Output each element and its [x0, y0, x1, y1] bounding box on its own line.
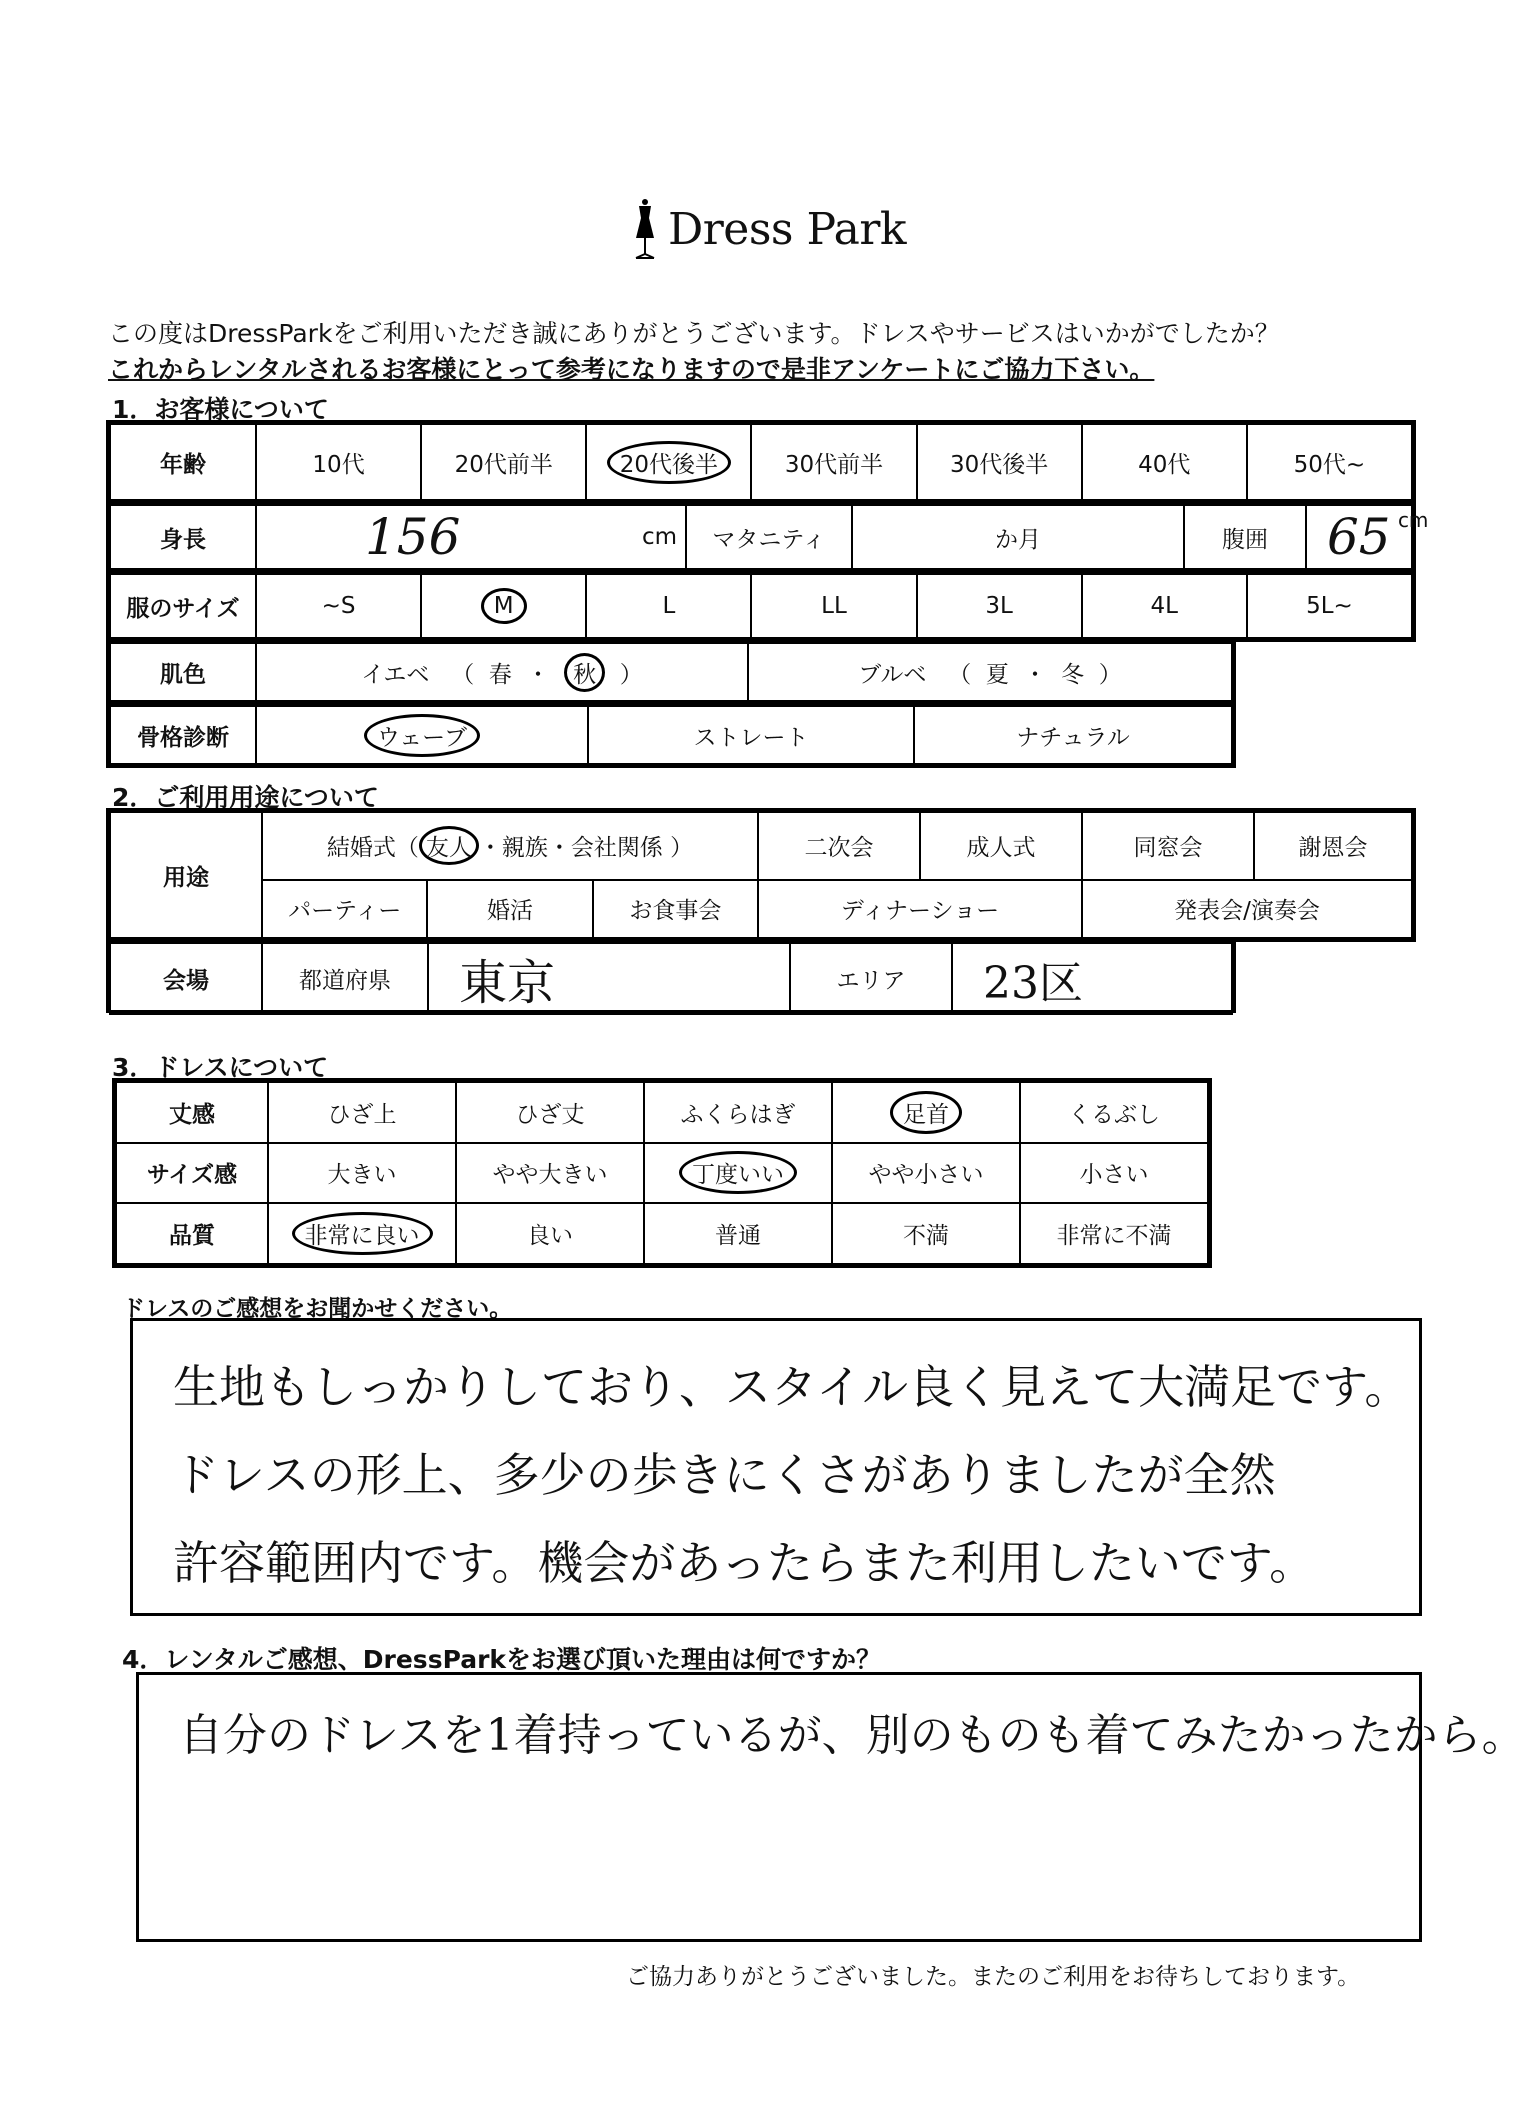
prefecture-value-cell: [428, 943, 790, 1014]
comment-prompt: ドレスのご感想をお聞かせください。: [122, 1296, 513, 1322]
size-option: LL: [751, 574, 916, 638]
section2-title: 2．ご利用用途について: [112, 783, 379, 812]
section3-title: 3．ドレスについて: [112, 1053, 329, 1082]
age-option: 30代前半: [751, 424, 916, 500]
fit-label: サイズ感: [116, 1143, 268, 1204]
reason-box: [136, 1672, 1526, 1942]
quality-option: 不満: [832, 1203, 1020, 1264]
height-unit: cm: [641, 524, 677, 550]
age-label: 年齢: [110, 424, 256, 500]
skeleton-row: [106, 702, 1236, 768]
skeleton-option: ストレート: [588, 706, 914, 764]
size-option: 5L~: [1247, 574, 1412, 638]
age-option: 20代前半: [421, 424, 586, 500]
skeleton-option: ナチュラル: [914, 706, 1232, 764]
purpose-table: [106, 808, 1416, 942]
waist-value: 65: [1327, 508, 1391, 566]
age-option: 40代: [1082, 424, 1247, 500]
skin-row: [106, 639, 1236, 705]
waist-unit: cm: [1397, 508, 1429, 532]
venue-row: [106, 939, 1236, 1013]
intro-thanks: この度はDressParkをご利用いただき誠にありがとうございます。ドレスやサービスはいかがでしたか？: [108, 319, 1280, 348]
blue-base-cell: ブルベ （ 夏 ・ 冬 ）: [748, 643, 1232, 701]
length-option: ふくらはぎ: [644, 1082, 832, 1143]
length-option-selected: 足首: [832, 1082, 1020, 1143]
dress-form-icon: [628, 198, 662, 260]
age-option: 30代後半: [917, 424, 1082, 500]
quality-option: 非常に不満: [1020, 1203, 1208, 1264]
waist-label: 腹囲: [1184, 505, 1306, 569]
area-value: 23区: [983, 957, 1083, 1009]
prefecture-value: 東京: [459, 955, 556, 1011]
logo-text: Dress Park: [668, 203, 907, 255]
length-option: ひざ丈: [456, 1082, 644, 1143]
quality-option-selected: 非常に良い: [268, 1203, 456, 1264]
age-option: 50代~: [1247, 424, 1412, 500]
size-option: 4L: [1082, 574, 1247, 638]
age-option: 10代: [256, 424, 421, 500]
maternity-months: か月: [852, 505, 1184, 569]
quality-option: 普通: [644, 1203, 832, 1264]
purpose-option: ディナーショー: [758, 880, 1082, 938]
yellow-base-cell: イエベ （ 春 ・ 秋 ）: [256, 643, 748, 701]
age-option-selected: 20代後半: [586, 424, 751, 500]
purpose-label: 用途: [110, 812, 262, 938]
quality-label: 品質: [116, 1203, 268, 1264]
skeleton-option-selected: ウェーブ: [256, 706, 588, 764]
dress-table: [112, 1078, 1212, 1268]
reason-answer: 自分のドレスを1着持っているが、別のものも着てみたかったから。: [179, 1710, 1526, 1761]
size-option-selected: M: [421, 574, 586, 638]
age-row: [106, 420, 1416, 504]
footer-thanks: ご協力ありがとうございました。またのご利用をお待ちしております。: [626, 1964, 1361, 1990]
prefecture-label: 都道府県: [262, 943, 428, 1014]
fit-option: やや大きい: [456, 1143, 644, 1204]
intro-request: これからレンタルされるお客様にとって参考になりますので是非アンケートにご協力下さい。: [108, 355, 1155, 384]
waist-value-cell: [1306, 505, 1429, 569]
purpose-option: 二次会: [758, 812, 920, 880]
size-option: 3L: [917, 574, 1082, 638]
comment-line: ドレスの形上、多少の歩きにくさがありましたが全然: [173, 1448, 1276, 1502]
skeleton-label: 骨格診断: [110, 706, 256, 764]
height-row: [106, 501, 1429, 573]
fit-option: やや小さい: [832, 1143, 1020, 1204]
purpose-friend-selected: 友人: [419, 826, 479, 865]
purpose-option: 婚活: [427, 880, 592, 938]
purpose-option: 発表会/演奏会: [1082, 880, 1412, 938]
size-row: [106, 570, 1416, 642]
purpose-option: 謝恩会: [1254, 812, 1412, 880]
height-value: 156: [365, 508, 461, 566]
size-option: L: [586, 574, 751, 638]
fit-option: 大きい: [268, 1143, 456, 1204]
comment-line: 生地もしっかりしており、スタイル良く見えて大満足です。: [173, 1360, 1411, 1414]
comment-line: 許容範囲内です。機会があったらまた利用したいです。: [173, 1536, 1316, 1590]
skin-label: 肌色: [110, 643, 256, 701]
quality-option: 良い: [456, 1203, 644, 1264]
height-label: 身長: [110, 505, 256, 569]
dresspark-logo: [628, 198, 906, 260]
area-value-cell: [952, 943, 1232, 1014]
size-option: ~S: [256, 574, 421, 638]
dress-comment-box: [130, 1318, 1422, 1616]
maternity-label: マタニティ: [686, 505, 852, 569]
skin-selected: 秋: [564, 653, 605, 692]
length-option: くるぶし: [1020, 1082, 1208, 1143]
length-option: ひざ上: [268, 1082, 456, 1143]
fit-option: 小さい: [1020, 1143, 1208, 1204]
fit-option-selected: 丁度いい: [644, 1143, 832, 1204]
purpose-option: お食事会: [593, 880, 758, 938]
venue-label: 会場: [110, 943, 262, 1014]
purpose-option: パーティー: [262, 880, 427, 938]
section4-title: 4．レンタルご感想、DressParkをお選び頂いた理由は何ですか？: [122, 1645, 882, 1674]
purpose-option: 成人式: [920, 812, 1082, 880]
purpose-option: 同窓会: [1082, 812, 1254, 880]
area-label: エリア: [790, 943, 952, 1014]
purpose-wedding: 結婚式（ 友人 ・親族・会社関係 ）: [262, 812, 758, 880]
length-label: 丈感: [116, 1082, 268, 1143]
height-value-cell: [256, 505, 686, 569]
size-label: 服のサイズ: [110, 574, 256, 638]
section1-title: 1．お客様について: [112, 395, 329, 424]
